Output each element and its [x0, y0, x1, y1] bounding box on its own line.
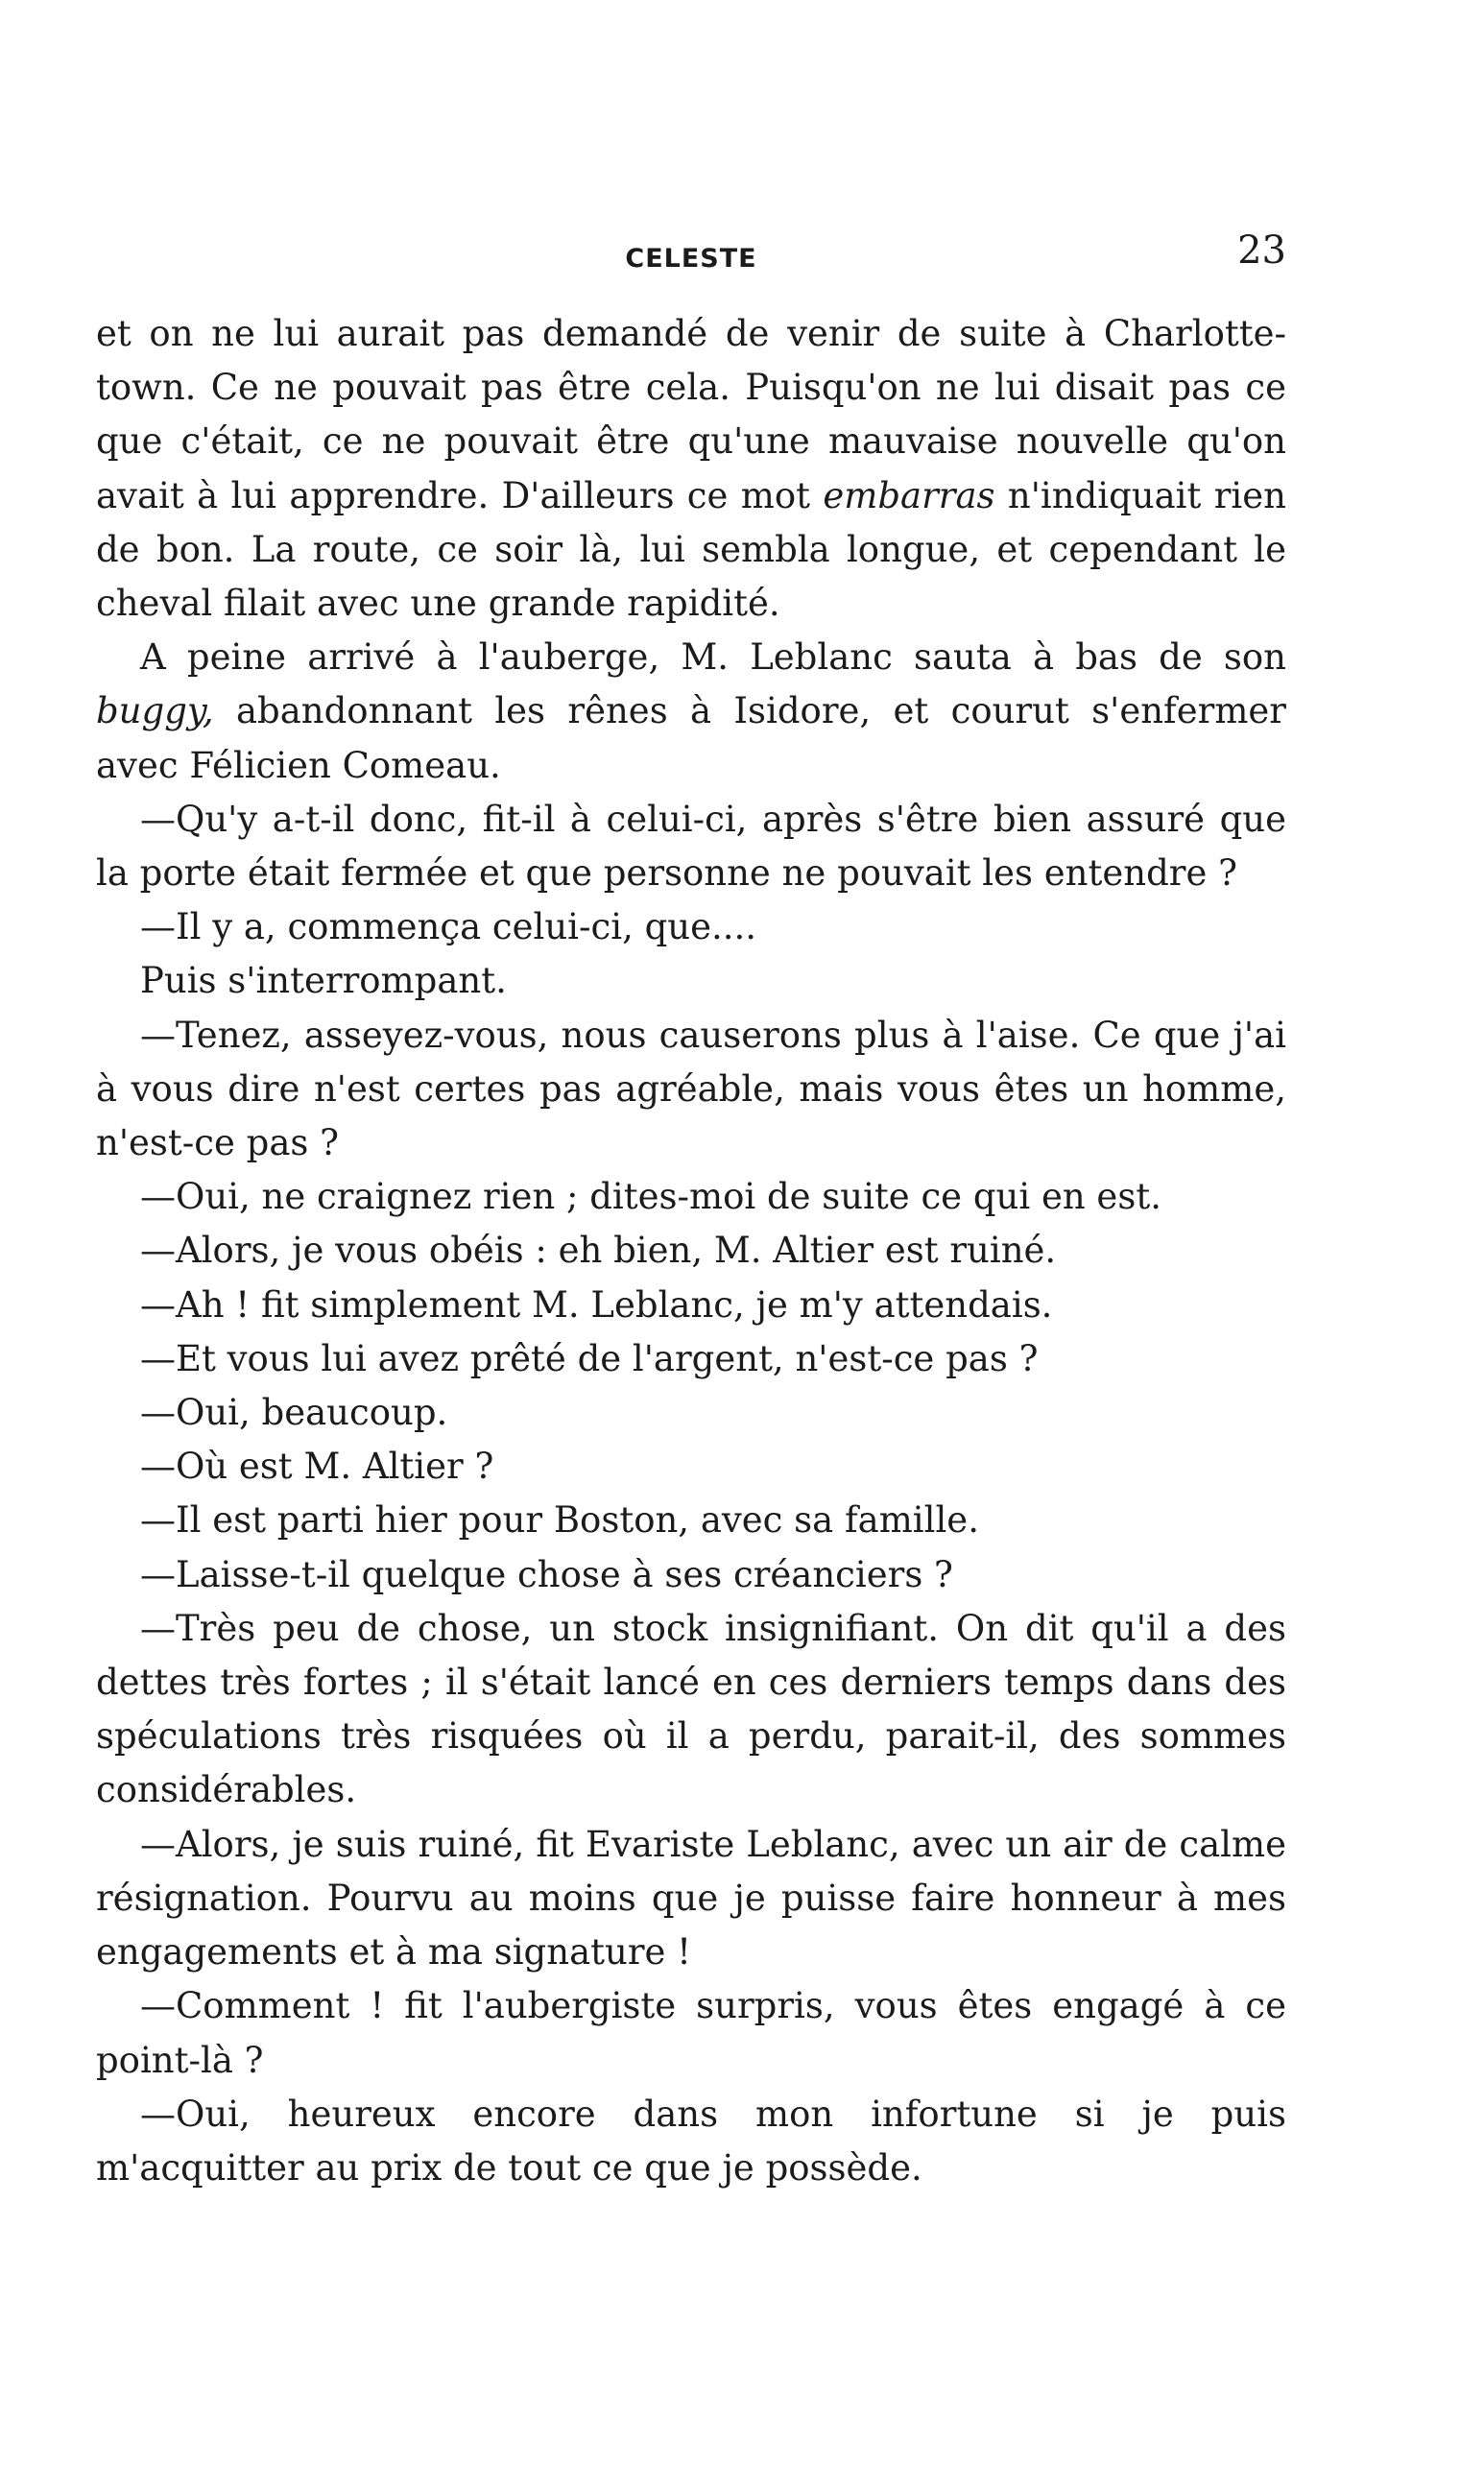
paragraph-4: —Il y a, commença celui-ci, que....	[140, 906, 757, 948]
paragraph-5: Puis s'interrompant.	[140, 960, 507, 1002]
paragraph-1: et on ne lui aurait pas demandé de venir de suite à Charlotte-town. Ce ne pouvait pas être cela. Puisqu'on ne lui disait pas ce que c'était, ce ne pouvait être qu'une mauvaise nouvelle qu'on avait à lui apprendre. D'ailleurs ce mot embarras n'indiquait rien de bon. La route, ce soir là, lui sembla longue, et cependant le cheval filait avec une grande rapidité.	[96, 313, 1286, 625]
paragraph-3: —Qu'y a-t-il donc, fit-il à celui-ci, après s'être bien assuré que la porte était fermée et que personne ne pouvait les entendre ?	[96, 798, 1286, 895]
paragraph-14: —Laisse-t-il quelque chose à ses créanciers ?	[140, 1553, 953, 1595]
paragraph-10: —Et vous lui avez prêté de l'argent, n'est-ce pas ?	[140, 1337, 1039, 1379]
paragraph-2: A peine arrivé à l'auberge, M. Leblanc sauta à bas de son buggy, abandonnant les rênes à Isidore, et courut s'enfermer avec Félicien Comeau.	[96, 636, 1286, 786]
page-number: 23	[1237, 228, 1286, 273]
paragraph-17: —Comment ! fit l'aubergiste surpris, vous êtes engagé à ce point-là ?	[96, 1985, 1286, 2081]
page-header	[96, 228, 1286, 286]
paragraph-15: —Très peu de chose, un stock insignifiant. On dit qu'il a des dettes très fortes ; il s'était lancé en ces derniers temps dans des spéculations très risquées où il a perdu, parait-il, des sommes considérables.	[96, 1607, 1286, 1811]
paragraph-13: —Il est parti hier pour Boston, avec sa famille.	[140, 1499, 979, 1542]
paragraph-8: —Alors, je vous obéis : eh bien, M. Altier est ruiné.	[140, 1230, 1057, 1272]
paragraph-12: —Où est M. Altier ?	[140, 1446, 494, 1488]
running-title: CELESTE	[625, 244, 757, 274]
paragraph-6: —Tenez, asseyez-vous, nous causerons plus à l'aise. Ce que j'ai à vous dire n'est certes pas agréable, mais vous êtes un homme, n'est-ce pas ?	[96, 1014, 1286, 1164]
paragraph-18: —Oui, heureux encore dans mon infortune si je puis m'acquitter au prix de tout ce que je possède.	[96, 2093, 1286, 2189]
paragraph-11: —Oui, beaucoup.	[140, 1392, 448, 1434]
page-body	[96, 307, 1286, 2195]
paragraph-16: —Alors, je suis ruiné, fit Evariste Leblanc, avec un air de calme résignation. Pourvu au moins que je puisse faire honneur à mes engagements et à ma signature !	[96, 1823, 1286, 1974]
paragraph-9: —Ah ! fit simplement M. Leblanc, je m'y attendais.	[140, 1283, 1053, 1326]
paragraph-7: —Oui, ne craignez rien ; dites-moi de suite ce qui en est.	[140, 1176, 1161, 1218]
